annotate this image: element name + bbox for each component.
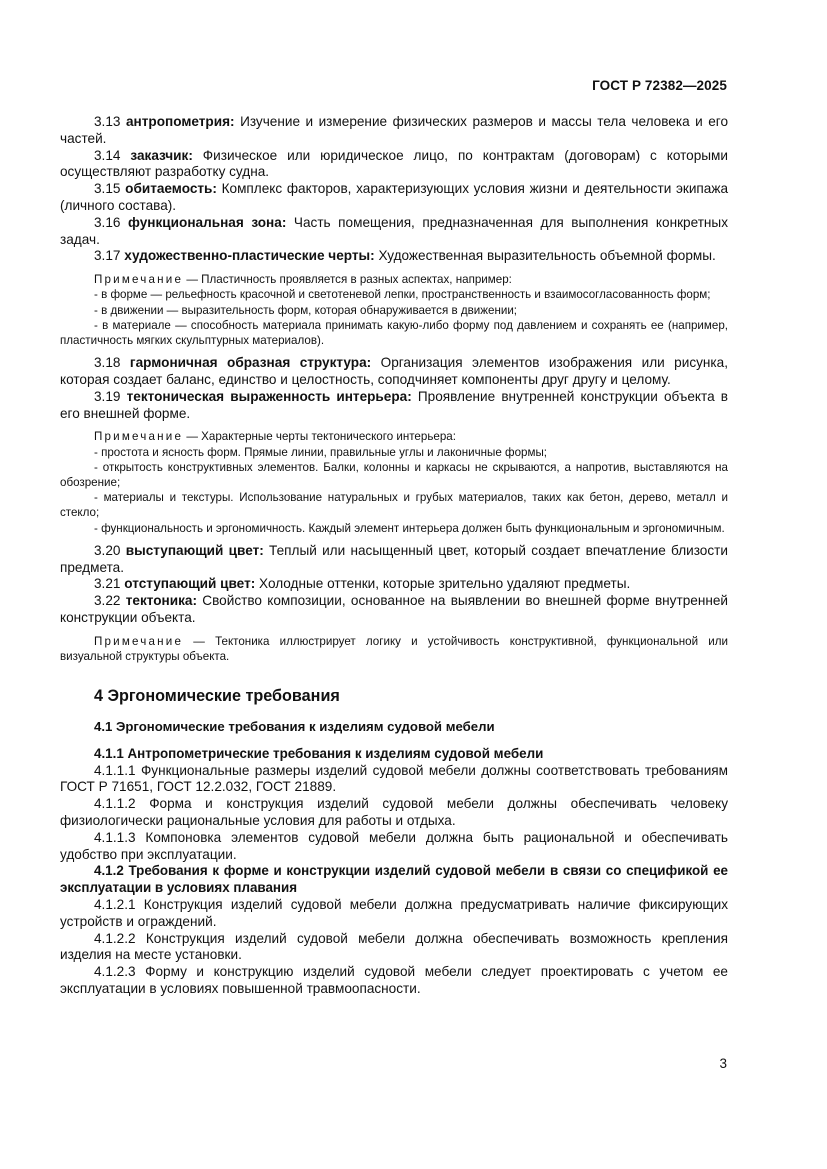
note-item: - в материале — способность материала принимать какую-либо форму под давлением и сохранять ее (например, пластичность мягких скульптурных материалов). bbox=[60, 318, 728, 347]
term-3-15: 3.15 обитаемость: Комплекс факторов, характеризующих условия жизни и деятельности экипажа (личного состава). bbox=[60, 181, 729, 213]
page-number: 3 bbox=[719, 1056, 727, 1071]
clause-4-1-1-1: 4.1.1.1 Функциональные размеры изделий судовой мебели должны соответствовать требованиям ГОСТ Р 71651, ГОСТ 12.2.032, ГОСТ 21889. bbox=[60, 762, 728, 795]
term-3-16: 3.16 функциональная зона: Часть помещения, предназначенная для выполнения конкретных задач. bbox=[60, 214, 728, 247]
section-4-1-heading: 4.1 Эргономические требования к изделиям судовой мебели bbox=[94, 718, 495, 734]
term-3-18: 3.18 гармоничная образная структура: Организация элементов изображения или рисунка, которая создает баланс, единство и целостность, соподчиняет компоненты друг другу и целому. bbox=[60, 355, 729, 387]
term-3-22: 3.22 тектоника: Свойство композиции, основанное на выявлении во внешней форме внутренней конструкции объекта. bbox=[60, 593, 728, 625]
note-tectonic-interior bbox=[60, 429, 728, 535]
note-plasticity bbox=[60, 272, 728, 348]
note-item: - функциональность и эргономичность. Каждый элемент интерьера должен быть функциональным и эргономичным. bbox=[94, 521, 725, 535]
note-tectonics bbox=[60, 634, 728, 664]
clause-4-1-2-1: 4.1.2.1 Конструкция изделий судовой мебели должна предусматривать наличие фиксирующих устройств и ограждений. bbox=[60, 896, 728, 929]
section-4-1-2-heading: 4.1.2 Требования к форме и конструкции изделий судовой мебели в связи со спецификой ее эксплуатации в условиях плавания bbox=[60, 863, 728, 896]
document-code: ГОСТ Р 72382—2025 bbox=[592, 78, 727, 93]
term-3-21: 3.21 отступающий цвет: Холодные оттенки, которые зрительно удаляют предметы. bbox=[94, 576, 631, 592]
note-intro: Примечание — Пластичность проявляется в разных аспектах, например: bbox=[94, 273, 512, 287]
clause-4-1-1-2: 4.1.1.2 Форма и конструкция изделий судовой мебели должны обеспечивать человеку физиологически рациональные условия для работы и отдыха. bbox=[60, 796, 728, 828]
note-item: - открытость конструктивных элементов. Балки, колонны и каркасы не скрываются, а напротив, выставляются на обозрение; bbox=[60, 460, 728, 489]
note-item: - в движении — выразительность форм, которая обнаруживается в движении; bbox=[94, 303, 518, 317]
note-item: - простота и ясность форм. Прямые линии, правильные углы и лаконичные формы; bbox=[94, 445, 548, 459]
term-3-14: 3.14 заказчик: Физическое или юридическое лицо, по контрактам (договорам) с которыми осуществляют разработку судна. bbox=[60, 147, 728, 180]
page-body bbox=[60, 114, 728, 998]
note-item: - в форме — рельефность красочной и светотеневой лепки, пространственность и взаимосогласованность форм; bbox=[94, 288, 711, 302]
note-item: - материалы и текстуры. Использование натуральных и грубых материалов, таких как бетон, дерево, металл и стекло; bbox=[60, 491, 728, 520]
note-intro: Примечание — Тектоника иллюстрирует логику и устойчивость конструктивной, функциональной или визуальной структуры объекта. bbox=[60, 634, 728, 663]
section-4-heading: 4 Эргономические требования bbox=[94, 687, 340, 706]
clause-4-1-2-3: 4.1.2.3 Форму и конструкцию изделий судовой мебели следует проектировать с учетом ее эксплуатации в условиях повышенной травмоопасности. bbox=[60, 964, 728, 996]
note-intro: Примечание — Характерные черты тектонического интерьера: bbox=[94, 430, 456, 444]
section-4-1-1-heading: 4.1.1 Антропометрические требования к изделиям судовой мебели bbox=[94, 745, 544, 761]
term-3-19: 3.19 тектоническая выраженность интерьера: Проявление внутренней конструкции объекта в его внешней форме. bbox=[60, 388, 729, 421]
term-3-20: 3.20 выступающий цвет: Теплый или насыщенный цвет, который создает впечатление близости предмета. bbox=[60, 542, 728, 575]
clause-4-1-1-3: 4.1.1.3 Компоновка элементов судовой мебели должна быть рациональной и обеспечивать удобство при эксплуатации. bbox=[60, 829, 728, 862]
clause-4-1-2-2: 4.1.2.2 Конструкция изделий судовой мебели должна обеспечивать возможность крепления изделия на месте установки. bbox=[60, 930, 728, 963]
term-3-17: 3.17 художественно-пластические черты: Художественная выразительность объемной формы. bbox=[94, 248, 716, 264]
term-3-13: 3.13 антропометрия: Изучение и измерение физических размеров и массы тела человека и его частей. bbox=[60, 114, 729, 146]
